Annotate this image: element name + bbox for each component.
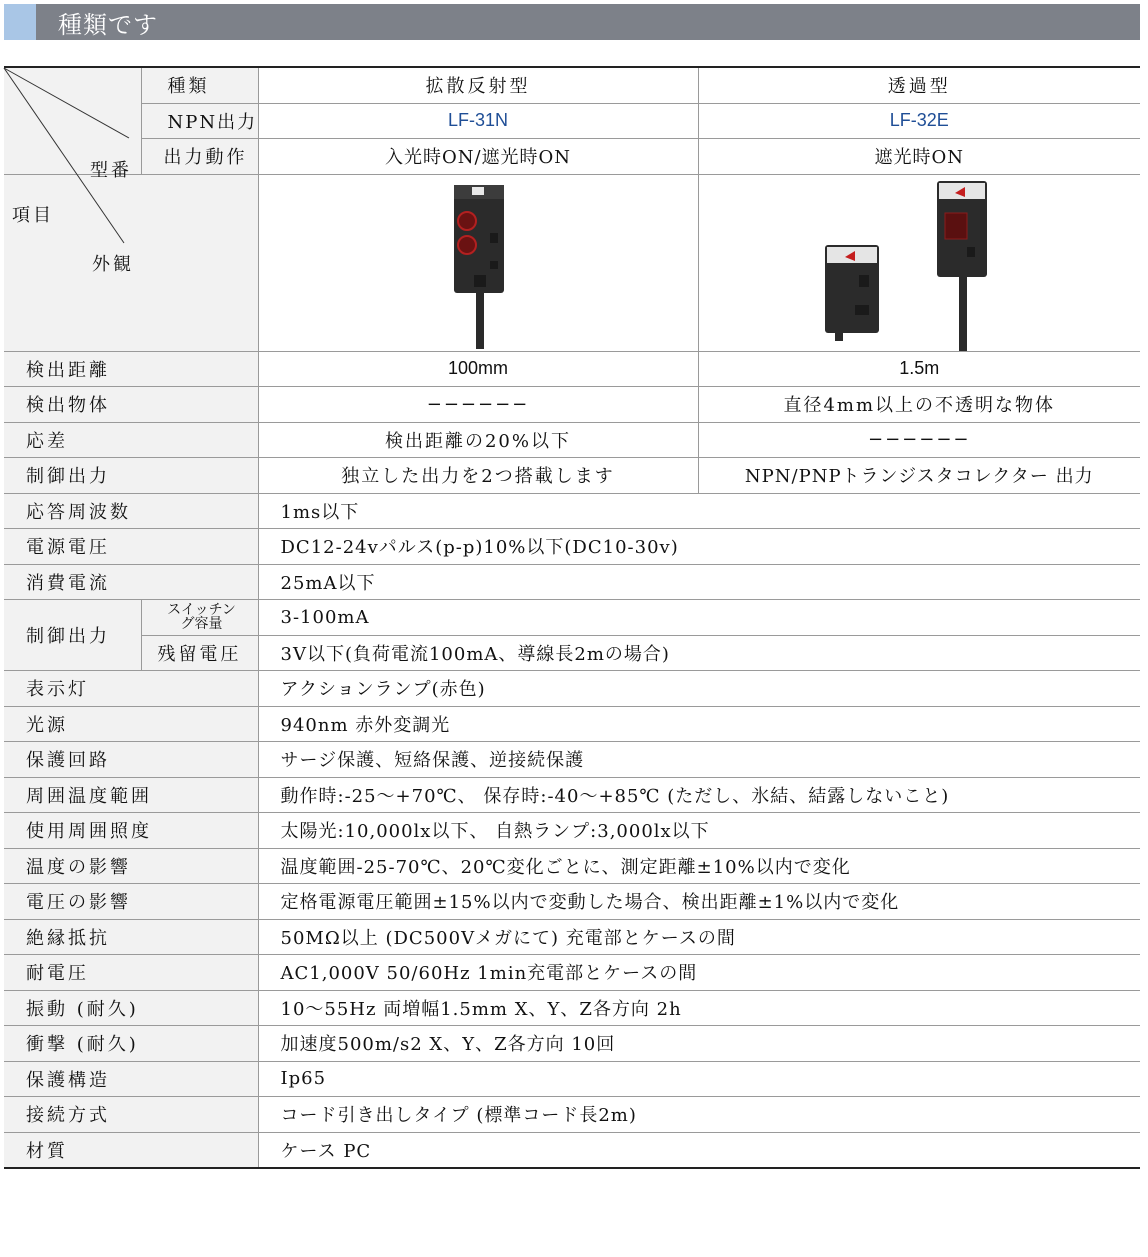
appearance-through-beam-cell <box>698 174 1140 351</box>
row-label: 検出物体 <box>4 387 258 423</box>
row-label: 検出距離 <box>4 351 258 387</box>
residual-voltage-label: 残留電圧 <box>141 635 258 671</box>
row-value: 940nm 赤外変調光 <box>258 706 1140 742</box>
row-shock <box>4 1026 1140 1062</box>
row-indicator <box>4 671 1140 707</box>
row-detect-distance <box>4 351 1140 387</box>
row-label: 接続方式 <box>4 1097 258 1133</box>
value-through-beam: 1.5m <box>698 351 1140 387</box>
row-label: 消費電流 <box>4 564 258 600</box>
row-value: DC12-24vパルス(p-p)10%以下(DC10-30v) <box>258 529 1140 565</box>
row-label: 応差 <box>4 422 258 458</box>
type-diffuse: 拡散反射型 <box>258 67 698 103</box>
row-ambient-temperature <box>4 777 1140 813</box>
row-insulation-resistance <box>4 919 1140 955</box>
value-diffuse: 100mm <box>258 351 698 387</box>
row-current <box>4 564 1140 600</box>
row-hysteresis <box>4 422 1140 458</box>
row-switching-capacity <box>4 600 1140 636</box>
section-title: 種類です <box>58 10 158 39</box>
row-label: 絶縁抵抗 <box>4 919 258 955</box>
row-value: 10〜55Hz 両増幅1.5mm X、Y、Z各方向 2h <box>258 990 1140 1026</box>
value-diffuse: −−−−−− <box>258 387 698 423</box>
title-accent-block <box>4 4 36 40</box>
row-value: 動作時:-25〜+70℃、 保存時:-40〜+85℃ (ただし、氷結、結露しないこと) <box>258 777 1140 813</box>
header-row-model <box>4 103 1140 139</box>
row-label: 周囲温度範囲 <box>4 777 258 813</box>
switching-capacity-label-cell <box>141 600 258 636</box>
row-control-output-type <box>4 458 1140 494</box>
row-vibration <box>4 990 1140 1026</box>
row-value: Ip65 <box>258 1061 1140 1097</box>
row-label: 制御出力 <box>4 458 258 494</box>
row-label: 表示灯 <box>4 671 258 707</box>
diffuse-sensor-image <box>438 177 518 349</box>
row-value: 25mA以下 <box>258 564 1140 600</box>
residual-voltage-value: 3V以下(負荷電流100mA、導線長2mの場合) <box>258 635 1140 671</box>
value-through-beam: −−−−−− <box>698 422 1140 458</box>
model-lf32e: LF-32E <box>698 103 1140 139</box>
appearance-label: 外観 <box>4 174 258 351</box>
row-label: 保護回路 <box>4 742 258 778</box>
row-label: 保護構造 <box>4 1061 258 1097</box>
row-value: 加速度500m/s2 X、Y、Z各方向 10回 <box>258 1026 1140 1062</box>
output-action-label: 出力動作 <box>141 139 258 175</box>
row-label: 材質 <box>4 1132 258 1168</box>
action-through-beam: 遮光時ON <box>698 139 1140 175</box>
appearance-diffuse-cell <box>258 174 698 351</box>
row-dielectric-strength <box>4 955 1140 991</box>
row-detect-object <box>4 387 1140 423</box>
through-beam-sensor-image <box>819 175 1019 351</box>
row-response <box>4 493 1140 529</box>
npn-output-label: NPN出力 <box>141 103 258 139</box>
row-protection-structure <box>4 1061 1140 1097</box>
row-value: 太陽光:10,000lx以下、 自熱ランプ:3,000lx以下 <box>258 813 1140 849</box>
row-value: ケース PC <box>258 1132 1140 1168</box>
row-label: 電源電圧 <box>4 529 258 565</box>
spec-table <box>4 66 1140 1169</box>
row-value: サージ保護、短絡保護、逆接続保護 <box>258 742 1140 778</box>
header-row-action <box>4 139 1140 175</box>
corner-item-label: 項目 <box>12 205 54 226</box>
row-label: 振動 (耐久) <box>4 990 258 1026</box>
appearance-row <box>4 174 1140 351</box>
row-protection-circuit <box>4 742 1140 778</box>
switching-capacity-label: スイッチング容量 <box>167 602 236 633</box>
row-value: 温度範囲-25-70℃、20℃変化ごとに、測定距離±10%以内で変化 <box>258 848 1140 884</box>
row-voltage-effect <box>4 884 1140 920</box>
row-label: 温度の影響 <box>4 848 258 884</box>
row-value: アクションランプ(赤色) <box>258 671 1140 707</box>
row-value: 定格電源電圧範囲±15%以内で変動した場合、検出距離±1%以内で変化 <box>258 884 1140 920</box>
row-value: 1ms以下 <box>258 493 1140 529</box>
row-material <box>4 1132 1140 1168</box>
value-through-beam: 直径4mm以上の不透明な物体 <box>698 387 1140 423</box>
row-label: 使用周囲照度 <box>4 813 258 849</box>
row-ambient-illuminance <box>4 813 1140 849</box>
model-lf31n: LF-31N <box>258 103 698 139</box>
action-diffuse: 入光時ON/遮光時ON <box>258 139 698 175</box>
row-value: AC1,000V 50/60Hz 1min充電部とケースの間 <box>258 955 1140 991</box>
value-through-beam: NPN/PNPトランジスタコレクター 出力 <box>698 458 1140 494</box>
row-label: 耐電圧 <box>4 955 258 991</box>
section-title-bar <box>4 4 1140 40</box>
row-temperature-effect <box>4 848 1140 884</box>
row-connection <box>4 1097 1140 1133</box>
value-diffuse: 独立した出力を2つ搭載します <box>258 458 698 494</box>
corner-diagonal-cell <box>4 67 141 226</box>
row-label: 応答周波数 <box>4 493 258 529</box>
row-value: コード引き出しタイプ (標準コード長2m) <box>258 1097 1140 1133</box>
switching-capacity-value: 3-100mA <box>258 600 1140 636</box>
header-row-type <box>4 67 1140 103</box>
value-diffuse: 検出距離の20%以下 <box>258 422 698 458</box>
row-label: 衝撃 (耐久) <box>4 1026 258 1062</box>
control-output-label: 制御出力 <box>4 600 141 671</box>
row-light-source <box>4 706 1140 742</box>
type-through-beam: 透過型 <box>698 67 1140 103</box>
corner-type-label: 種類 <box>141 67 258 103</box>
corner-model-label: 型番 <box>90 160 132 181</box>
row-residual-voltage <box>4 635 1140 671</box>
row-label: 光源 <box>4 706 258 742</box>
row-power-voltage <box>4 529 1140 565</box>
row-value: 50MΩ以上 (DC500Vメガにて) 充電部とケースの間 <box>258 919 1140 955</box>
row-label: 電圧の影響 <box>4 884 258 920</box>
